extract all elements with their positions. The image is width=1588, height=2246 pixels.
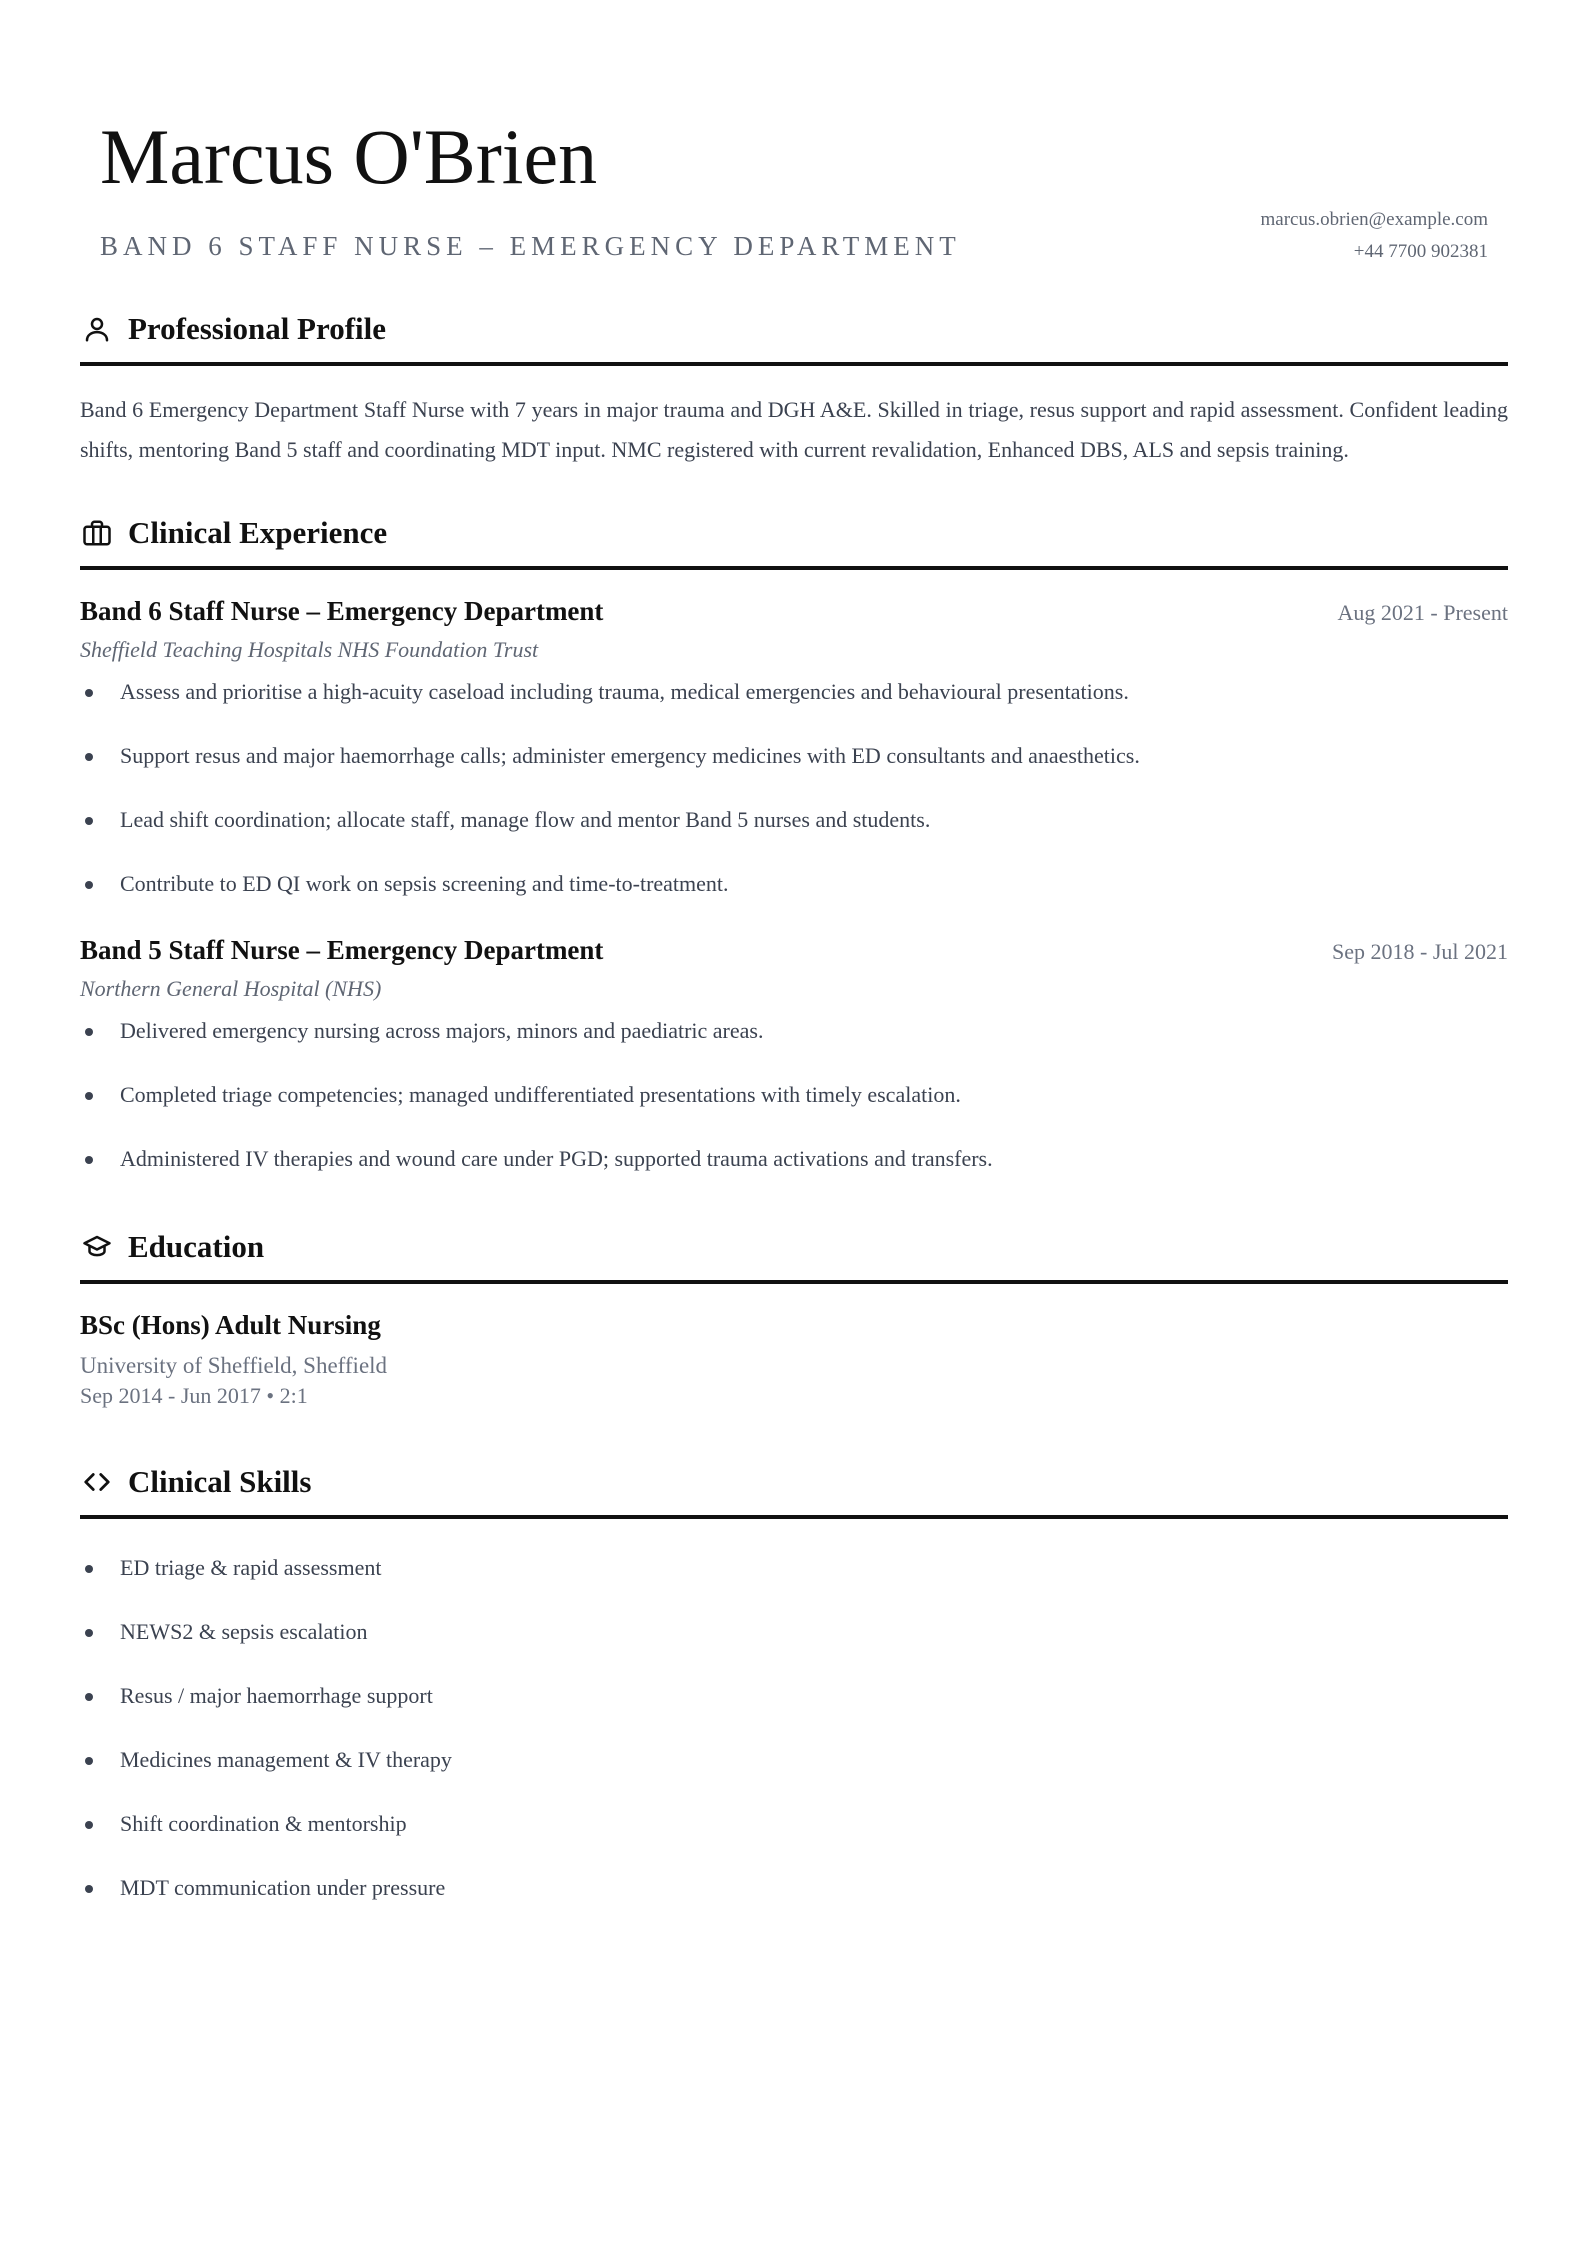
list-item: Delivered emergency nursing across majors, minors and paediatric areas. — [80, 1016, 1508, 1046]
contact-info — [1261, 204, 1488, 268]
contact-email[interactable]: marcus.obrien@example.com — [1260, 209, 1488, 230]
job-entry — [80, 935, 1508, 1174]
skills-list — [80, 1553, 1508, 1903]
list-item: Shift coordination & mentorship — [80, 1809, 1508, 1839]
education-section-header — [80, 1218, 1508, 1284]
experience-section-header — [80, 504, 1508, 570]
education-dates: Sep 2014 - Jun 2017 • 2:1 — [80, 1383, 308, 1408]
job-role: Band 6 Staff Nurse – Emergency Department — [80, 596, 604, 626]
education-entry — [80, 1310, 1508, 1409]
list-item: Medicines management & IV therapy — [80, 1745, 1508, 1775]
list-item: NEWS2 & sepsis escalation — [80, 1617, 1508, 1647]
candidate-title: BAND 6 STAFF NURSE – EMERGENCY DEPARTMENT — [100, 231, 961, 261]
experience-heading: Clinical Experience — [128, 515, 388, 550]
job-bullets — [80, 1016, 1508, 1174]
briefcase-icon — [80, 516, 114, 550]
profile-heading: Professional Profile — [128, 311, 387, 346]
list-item: Administered IV therapies and wound care under PGD; supported trauma activations and transfers. — [80, 1144, 1508, 1174]
profile-summary: Band 6 Emergency Department Staff Nurse with 7 years in major trauma and DGH A&E. Skilled in triage, resus support and rapid assessment. Confident leading shifts, mentoring Band 5 staff and coordinating MDT input. NMC registered with current revalidation, Enhanced DBS, ALS and sepsis training. — [80, 397, 1508, 462]
education-school: University of Sheffield, Sheffield — [80, 1353, 388, 1378]
job-dates: Aug 2021 - Present — [1337, 600, 1508, 625]
job-bullets — [80, 677, 1508, 899]
resume-header — [80, 0, 1508, 300]
list-item: Completed triage competencies; managed undifferentiated presentations with timely escalation. — [80, 1080, 1508, 1110]
job-organization: Sheffield Teaching Hospitals NHS Foundation Trust — [80, 637, 539, 662]
user-icon — [80, 312, 114, 346]
skills-section — [80, 1453, 1508, 1903]
skills-section-header — [80, 1453, 1508, 1519]
contact-phone[interactable]: +44 7700 902381 — [1353, 241, 1488, 262]
list-item: Support resus and major haemorrhage calls; administer emergency medicines with ED consultants and anaesthetics. — [80, 741, 1508, 771]
education-heading: Education — [128, 1229, 265, 1264]
education-section — [80, 1218, 1508, 1409]
list-item: ED triage & rapid assessment — [80, 1553, 1508, 1583]
candidate-name: Marcus O'Brien — [100, 113, 598, 200]
job-header — [80, 596, 1508, 627]
education-degree: BSc (Hons) Adult Nursing — [80, 1310, 381, 1340]
profile-section-header — [80, 300, 1508, 366]
list-item: Assess and prioritise a high-acuity caseload including trauma, medical emergencies and behavioural presentations. — [80, 677, 1508, 707]
list-item: Contribute to ED QI work on sepsis screening and time-to-treatment. — [80, 869, 1508, 899]
experience-section — [80, 504, 1508, 1174]
job-organization: Northern General Hospital (NHS) — [80, 976, 382, 1001]
job-dates: Sep 2018 - Jul 2021 — [1332, 939, 1508, 964]
profile-section — [80, 300, 1508, 470]
job-role: Band 5 Staff Nurse – Emergency Department — [80, 935, 604, 965]
code-icon — [80, 1465, 114, 1499]
list-item: Lead shift coordination; allocate staff, manage flow and mentor Band 5 nurses and students. — [80, 805, 1508, 835]
job-header — [80, 935, 1508, 966]
skills-heading: Clinical Skills — [128, 1464, 312, 1499]
graduation-cap-icon — [80, 1230, 114, 1264]
list-item: MDT communication under pressure — [80, 1873, 1508, 1903]
list-item: Resus / major haemorrhage support — [80, 1681, 1508, 1711]
job-entry — [80, 596, 1508, 899]
